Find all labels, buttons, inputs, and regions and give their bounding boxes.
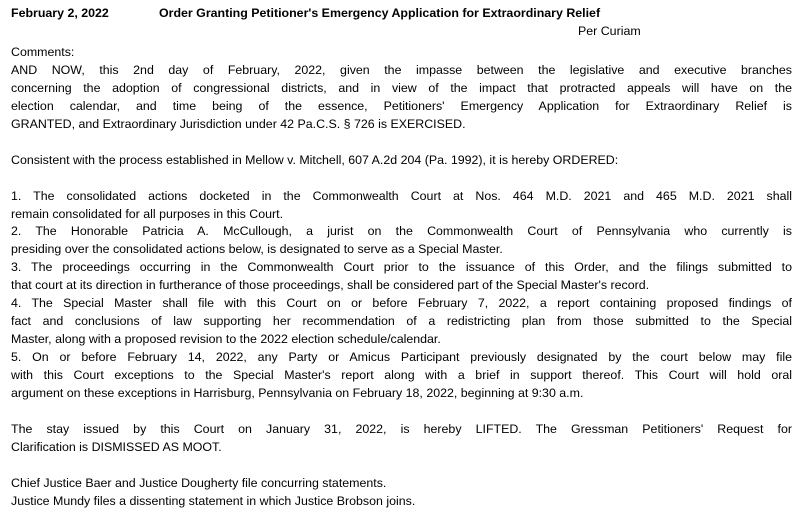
order-item-line: 1. The consolidated actions docketed in the Commonwealth Court at Nos. 464 M.D. 2021 and 465 M.D. 2021 shall bbox=[11, 189, 792, 203]
ordered-intro: Consistent with the process established in Mellow v. Mitchell, 607 A.2d 204 (Pa. 1992), it is hereby ORDERED: bbox=[11, 153, 619, 167]
paragraph-line: AND NOW, this 2nd day of February, 2022, given the impasse between the legislative and executive branches bbox=[11, 63, 792, 77]
order-item-line: Master, along with a proposed revision to the 2022 election schedule/calendar. bbox=[11, 332, 441, 346]
order-item-line: remain consolidated for all purposes in this Court. bbox=[11, 207, 284, 221]
order-author: Per Curiam bbox=[578, 24, 641, 38]
order-item-line: that court at its direction in furtherance of those proceedings, shall be considered part of the Special Master's record. bbox=[11, 278, 650, 292]
comments-label: Comments: bbox=[11, 45, 75, 59]
order-item-line: argument on these exceptions in Harrisburg, Pennsylvania on February 18, 2022, beginning at 9:30 a.m. bbox=[11, 386, 584, 400]
concurring-statement: Chief Justice Baer and Justice Dougherty file concurring statements. bbox=[11, 476, 387, 490]
order-date: February 2, 2022 bbox=[11, 6, 109, 20]
order-item-line: 5. On or before February 14, 2022, any Party or Amicus Participant previously designated by the court below may file bbox=[11, 350, 792, 364]
order-item-line: 4. The Special Master shall file with this Court on or before February 7, 2022, a report containing proposed findings of bbox=[11, 296, 792, 310]
paragraph-line: election calendar, and time being of the essence, Petitioners' Emergency Application for Extraordinary Relief is bbox=[11, 99, 792, 113]
stay-paragraph-line: The stay issued by this Court on January 31, 2022, is hereby LIFTED. The Gressman Petitioners' Request for bbox=[11, 422, 792, 436]
stay-paragraph-line: Clarification is DISMISSED AS MOOT. bbox=[11, 440, 222, 454]
order-item-line: 3. The proceedings occurring in the Commonwealth Court prior to the issuance of this Order, and the filings submitted to bbox=[11, 260, 792, 274]
order-item-line: 2. The Honorable Patricia A. McCullough, a jurist on the Commonwealth Court of Pennsylvania who currently is bbox=[11, 224, 792, 238]
dissenting-statement: Justice Mundy files a dissenting statement in which Justice Brobson joins. bbox=[11, 494, 416, 508]
order-title: Order Granting Petitioner's Emergency Application for Extraordinary Relief bbox=[159, 6, 601, 20]
order-item-line: presiding over the consolidated actions below, is designated to serve as a Special Master. bbox=[11, 242, 503, 256]
order-item-line: fact and conclusions of law supporting her recommendation of a redistricting plan from those submitted to the Special bbox=[11, 314, 792, 328]
paragraph-line: GRANTED, and Extraordinary Jurisdiction under 42 Pa.C.S. § 726 is EXERCISED. bbox=[11, 117, 466, 131]
paragraph-line: concerning the adoption of congressional districts, and in view of the impact that protracted appeals will have on the bbox=[11, 81, 792, 95]
order-item-line: with this Court exceptions to the Special Master's report along with a brief in support thereof. This Court will hold oral bbox=[11, 368, 792, 382]
